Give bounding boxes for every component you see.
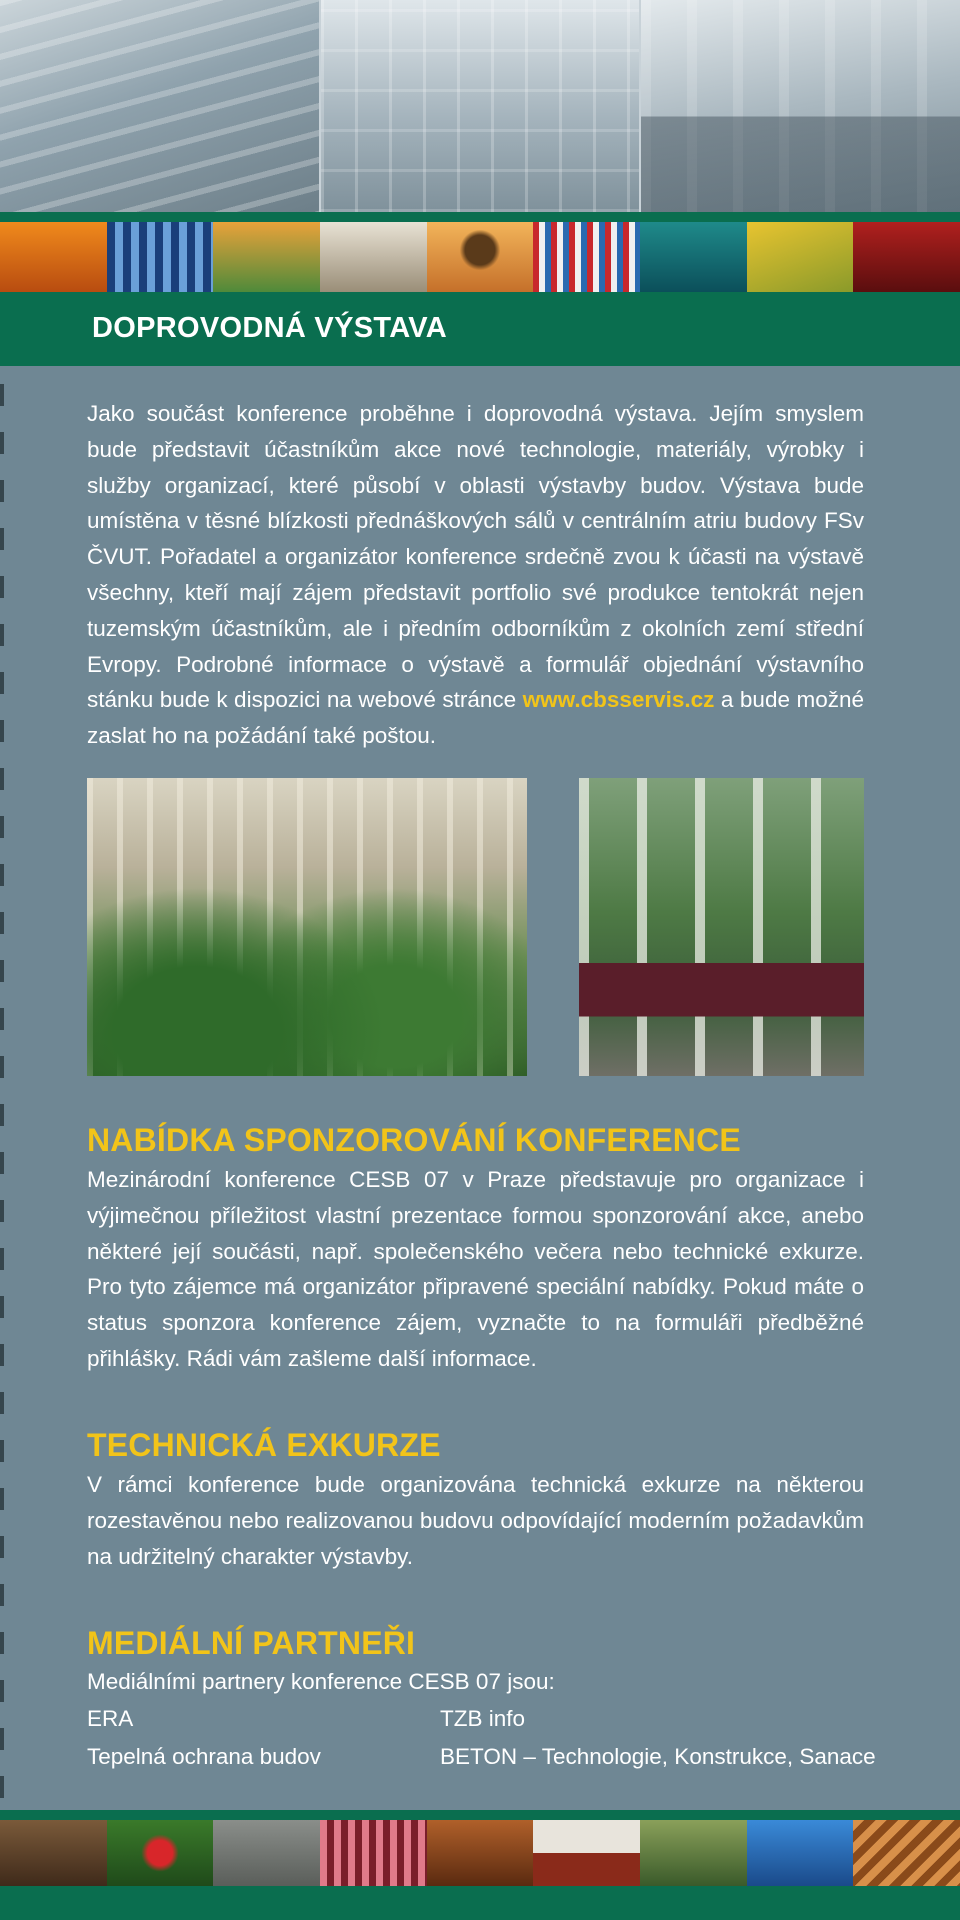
thumbnail	[107, 222, 214, 292]
excursion-paragraph: V rámci konference bude organizována technická exkurze na některou rozestavěnou nebo realizovanou budovu odpovídající moderním požadavkům na udržitelný charakter výstavby.	[87, 1472, 864, 1569]
header-photo-building-2	[321, 0, 642, 212]
partner-era: ERA	[87, 1706, 134, 1731]
thumbnail	[640, 222, 747, 292]
thumbnail	[107, 1820, 214, 1886]
thumbnail	[747, 222, 854, 292]
thumbnail	[427, 222, 534, 292]
exhibition-title: DOPROVODNÁ VÝSTAVA	[92, 312, 448, 344]
thumbnail	[213, 222, 320, 292]
thumbnail	[640, 1820, 747, 1886]
divider-green-bottom	[0, 1810, 960, 1820]
thumbnail	[0, 1820, 107, 1886]
thumbnail	[213, 1820, 320, 1886]
exhibition-atrium-photo	[87, 778, 527, 1076]
excursion-title: TECHNICKÁ EXKURZE	[87, 1427, 441, 1463]
thumbnail	[427, 1820, 534, 1886]
exhibition-website-link[interactable]: www.cbsservis.cz	[522, 687, 715, 713]
thumbnail	[853, 222, 960, 292]
divider-green-top	[0, 212, 960, 222]
thumbnail	[320, 222, 427, 292]
partner-tepelna-ochrana-budov: Tepelná ochrana budov	[87, 1744, 321, 1769]
thumbnail-strip-top	[0, 222, 960, 292]
partner-tzb-info: TZB info	[440, 1706, 526, 1731]
exhibition-title-bar	[0, 292, 960, 366]
sponsorship-title: NABÍDKA SPONZOROVÁNÍ KONFERENCE	[87, 1122, 741, 1158]
exhibition-text-part-1: Jako součást konference proběhne i doprovodná výstava. Jejím smyslem bude představit účastníkům akce nové technologie, materiály, výrobky i služby organizací, které působí v oblasti výstavby budov. Výstava bude umístěna v těsné blízkosti přednáškových sálů v centrálním atriu budovy FSv ČVUT. Pořadatel a organizátor konference srdečně zvou k účasti na výstavě všechny, kteří mají zájem představit portfolio své produkce tentokrát nejen tuzemským účastníkům, ale i předním odborníkům z okolních zemí střední Evropy. Podrobné informace o výstavě a formulář objednání výstavního stánku bude k dispozici na webové stránce	[87, 401, 864, 713]
exhibition-text-part-2: a bude možné zaslat ho na požádání také poštou.	[87, 687, 864, 749]
partner-beton: BETON – Technologie, Konstrukce, Sanace	[440, 1744, 876, 1769]
sponsorship-paragraph: Mezinárodní konference CESB 07 v Praze představuje pro organizace i výjimečnou příležitost vlastní prezentace formou sponzorování akce, anebo některé její součásti, např. společenského večera nebo technické exkurze. Pro tyto zájemce má organizátor připravené speciální nabídky. Pokud máte o status sponzora konference zájem, vyznačte to na formuláři předběžné přihlášky. Rádi vám zašleme další informace.	[87, 1167, 864, 1371]
exhibition-stand-photo	[579, 778, 864, 1076]
thumbnail	[320, 1820, 427, 1886]
footer-green-band	[0, 1886, 960, 1920]
thumbnail	[0, 222, 107, 292]
header-photo-building-1	[0, 0, 321, 212]
thumbnail	[533, 222, 640, 292]
exhibition-paragraph	[87, 396, 864, 754]
header-photo-building-3	[641, 0, 960, 212]
media-intro: Mediálními partnery konference CESB 07 jsou:	[87, 1669, 555, 1694]
thumbnail-strip-bottom	[0, 1820, 960, 1886]
thumbnail	[747, 1820, 854, 1886]
thumbnail	[853, 1820, 960, 1886]
media-title: MEDIÁLNÍ PARTNEŘI	[87, 1625, 416, 1661]
thumbnail	[533, 1820, 640, 1886]
header-photo-band	[0, 0, 960, 212]
